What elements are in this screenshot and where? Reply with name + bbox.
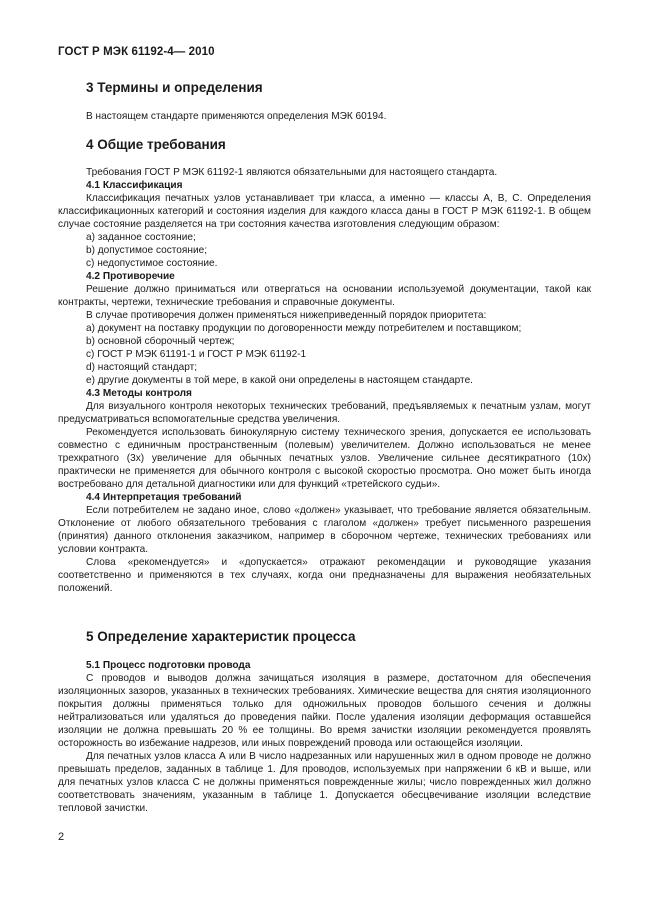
section-3-title: 3 Термины и определения [86,80,263,95]
paragraph: Рекомендуется использовать бинокулярную систему технического зрения, допускается ее использовать совместно с единичным пространственным (полевым) увеличителем. Должно использоваться не менее трехкратного (3х) увеличение для обычных печатных узлов. Увеличение сильнее десятикратного (10х) практически не применяется для обычного контроля с высокой скоростью просмотра. Оно может быть иногда востребовано для детальной диагностики или для функций «третейского судьи». [58,427,591,490]
subsection-title: 5.1 Процесс подготовки провода [86,660,251,671]
list-item: b) допустимое состояние; [86,245,208,256]
list-item: d) настоящий стандарт; [86,362,198,373]
section-5-body [58,659,591,815]
paragraph: Классификация печатных узлов устанавливает три класса, а именно — классы А, В, С. Определения классификационных категорий и состояния изделия для каждого класса даны в ГОСТ Р МЭК 61192-1. В общем случае состояние разделяется на три состояния качества изготовления следующим образом: [58,193,591,230]
list-item: с) ГОСТ Р МЭК 61191-1 и ГОСТ Р МЭК 61192-1 [86,349,307,360]
section-4-title: 4 Общие требования [86,137,226,152]
list-item: с) недопустимое состояние. [86,258,218,269]
paragraph: В случае противоречия должен применяться нижеприведенный порядок приоритета: [86,310,487,321]
subsection-title: 4.1 Классификация [86,180,183,191]
list-item: а) документ на поставку продукции по договоренности между потребителем и поставщиком; [86,323,522,334]
page-number: 2 [58,831,65,843]
subsection-title: 4.2 Противоречие [86,271,175,282]
paragraph: С проводов и выводов должна зачищаться изоляция в размере, достаточном для обеспечения изоляционных зазоров, указанных в технических требованиях. Химические вещества для снятия изоляционного покрытия должны применяться только для одножильных проводов большого сечения и должны нейтрализоваться или удаляться до проведения пайки. После удаления изоляции деформация оставшейся изоляции не должна превышать 20 % ее толщины. Во время зачистки изоляции рекомендуется проявлять осторожность во избежание надрезов, или иных повреждений провода или остающейся изоляции. [58,673,591,749]
list-item: е) другие документы в той мере, в какой они определены в настоящем стандарте. [86,375,473,386]
paragraph: Требования ГОСТ Р МЭК 61192-1 являются обязательными для настоящего стандарта. [86,167,498,178]
paragraph: Для печатных узлов класса А или В число надрезанных или нарушенных жил в одном проводе не должно превышать пределов, заданных в таблице 1. Для проводов, используемых при напряжении 6 кВ и выше, или для печатных узлов класса С не должны применяться поврежденные жилы; число поврежденных жил должно соответствовать значениям, указанным в таблице 1. Допускается обесцвечивание изоляции вследствие тепловой зачистки. [58,751,591,814]
section-5-title: 5 Определение характеристик процесса [86,629,356,644]
section-4-body [58,166,591,595]
subsection-title: 4.3 Методы контроля [86,388,192,399]
section-3-body [58,110,591,123]
list-item: а) заданное состояние; [86,232,196,243]
document-header: ГОСТ Р МЭК 61192-4— 2010 [58,46,215,58]
subsection-title: 4.4 Интерпретация требований [86,492,242,503]
paragraph: В настоящем стандарте применяются определения МЭК 60194. [86,111,387,122]
paragraph: Если потребителем не задано иное, слово «должен» указывает, что требование является обязательным. Отклонение от любого обязательного требования с глаголом «должен» требует письменного разрешения (принятия) данного отклонения заказчиком, например в сборочном чертеже, технических требованиях или условии контракта. [58,505,591,555]
paragraph: Для визуального контроля некоторых технических требований, предъявляемых к печатным узлам, могут предусматриваться вспомогательные средства увеличения. [58,401,591,425]
paragraph: Слова «рекомендуется» и «допускается» отражают рекомендации и руководящие указания соответственно и применяются в тех случаях, когда они предназначены для выражения необязательных положений. [58,557,591,594]
list-item: b) основной сборочный чертеж; [86,336,235,347]
paragraph: Решение должно приниматься или отвергаться на основании используемой документации, такой как контракты, чертежи, технические требования и справочные документы. [58,284,591,308]
